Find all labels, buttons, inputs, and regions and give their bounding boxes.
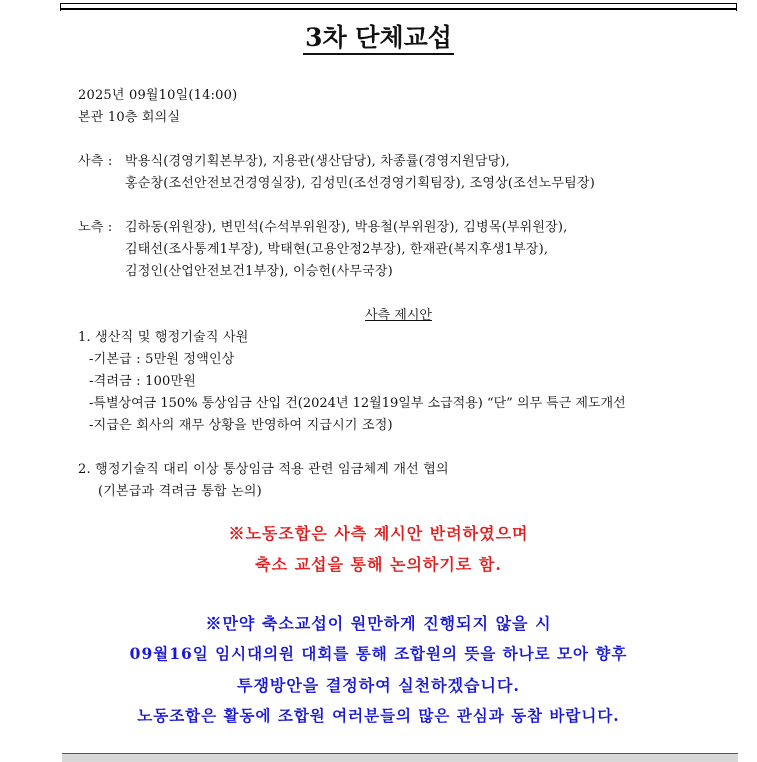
- red-notice-line2: 축소 교섭을 통해 논의하기로 함.: [255, 555, 502, 574]
- meeting-location: 본관 10층 회의실: [78, 110, 181, 125]
- document-title: [0, 18, 757, 54]
- proposal-item1-line: -기본급 : 5만원 정액인상: [89, 352, 235, 367]
- document-left-border: [60, 3, 61, 11]
- document-title-text: 3차 단체교섭: [303, 23, 454, 55]
- document-right-border: [736, 3, 737, 11]
- red-notice-line1: ※노동조합은 사측 제시안 반려하였으며: [228, 524, 529, 543]
- union-members-line1: 김하동(위원장), 변민석(수석부위원장), 박용철(부위원장), 김병목(부위원장),: [125, 220, 568, 235]
- proposal-item2-note: (기본급과 격려금 통합 논의): [98, 484, 262, 499]
- proposal-item1-line: -격려금 : 100만원: [89, 374, 197, 389]
- management-members-line2: 홍순창(조선안전보건경영실장), 김성민(조선경영기획팀장), 조영상(조선노무팀장): [125, 176, 595, 191]
- blue-notice-line4: 노동조합은 활동에 조합원 여러분들의 많은 관심과 동참 바랍니다.: [137, 706, 620, 725]
- union-members-line3: 김정인(산업안전보건1부장), 이승헌(사무국장): [125, 264, 393, 279]
- document-top-border: [60, 3, 736, 10]
- blue-notice-line3: 투쟁방안을 결정하여 실천하겠습니다.: [236, 676, 520, 695]
- proposal-item1-line: -지급은 회사의 재무 상황을 반영하여 지급시기 조정): [89, 418, 393, 433]
- management-members-line1: 박용식(경영기획본부장), 지용관(생산담당), 차종률(경영지원담당),: [125, 154, 511, 169]
- management-label: 사측 :: [78, 154, 113, 169]
- union-label: 노측 :: [78, 220, 113, 235]
- meeting-datetime: 2025년 09월10일(14:00): [78, 88, 238, 103]
- proposal-item2-title: 2. 행정기술직 대리 이상 통상임금 적용 관련 임금체계 개선 협의: [78, 462, 449, 477]
- union-members-line2: 김태선(조사통계1부장), 박태현(고용안정2부장), 한재관(복지후생1부장),: [125, 242, 549, 257]
- proposal-heading: [20, 304, 757, 323]
- proposal-item1-line: -특별상여금 150% 통상임금 산입 건(2024년 12월19일부 소급적용) “단” 의무 특근 제도개선: [89, 396, 626, 411]
- blue-notice-line2: 09월16일 임시대의원 대회를 통해 조합원의 뜻을 하나로 모아 향후: [129, 644, 628, 663]
- blue-notice-line1: ※만약 축소교섭이 원만하게 진행되지 않을 시: [205, 614, 552, 633]
- proposal-item1-title: 1. 생산직 및 행정기술직 사원: [78, 330, 249, 345]
- proposal-heading-text: 사측 제시안: [365, 308, 432, 323]
